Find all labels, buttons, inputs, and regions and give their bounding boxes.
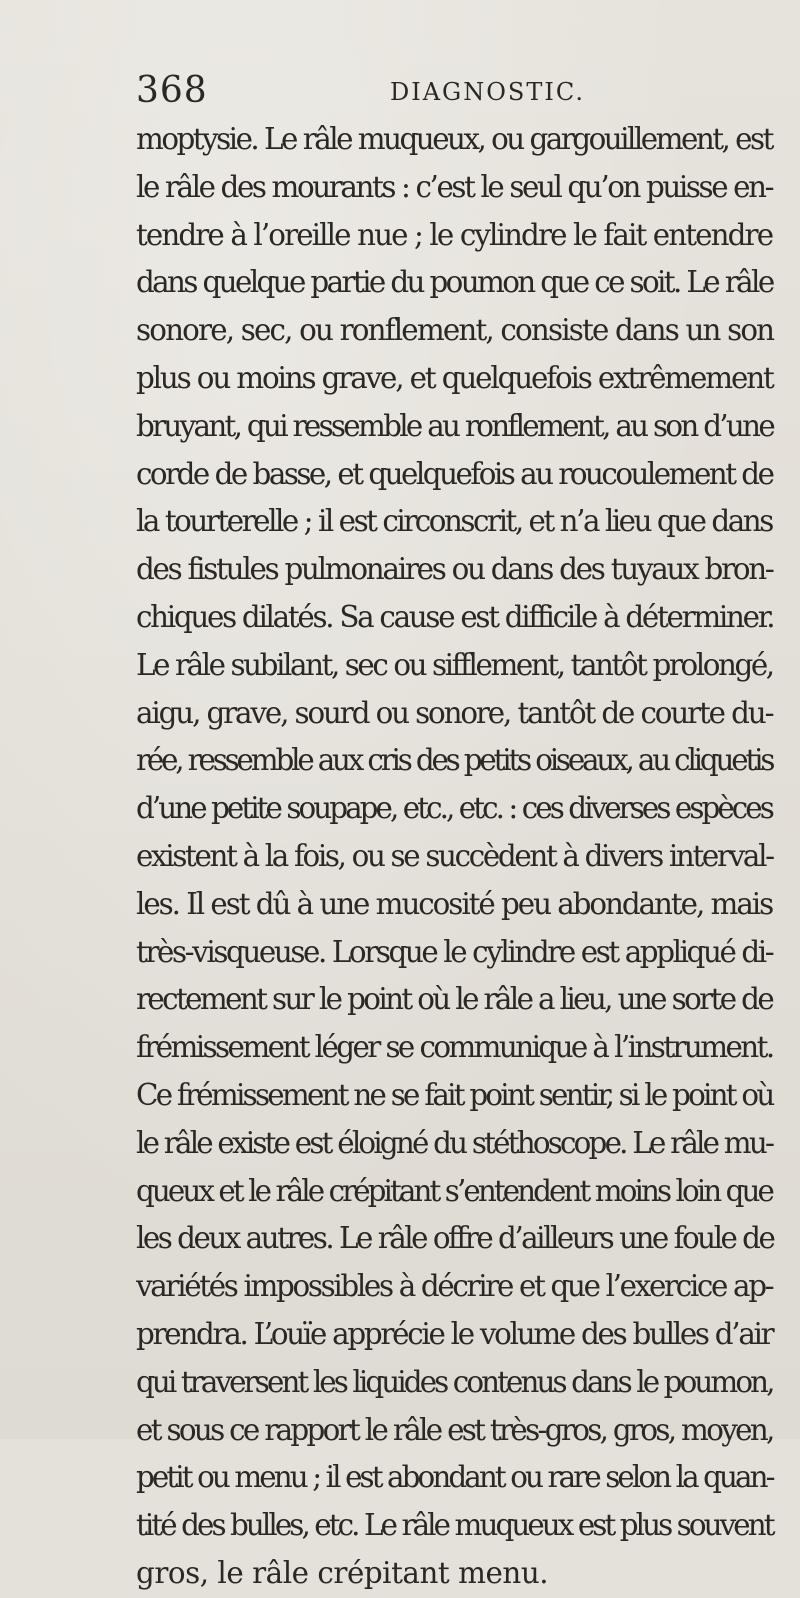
running-title: DIAGNOSTIC. <box>390 78 585 106</box>
text-line: les deux autres. Le râle offre d’ailleurs une foule de <box>136 1221 774 1257</box>
text-line: dans quelque partie du poumon que ce soit. Le râle <box>136 265 773 301</box>
text-line: d’une petite soupape, etc., etc. : ces diverses espèces <box>136 791 772 827</box>
body-text <box>136 116 800 1598</box>
text-line: variétés impossibles à décrire et que l’exercice ap- <box>136 1269 773 1305</box>
text-line: rée, ressemble aux cris des petits oiseaux, au cliquetis <box>136 743 773 779</box>
running-head <box>136 70 756 110</box>
text-line: frémissement léger se communique à l’instrument. <box>136 1030 773 1066</box>
text-line: corde de basse, et quelquefois au roucoulement de <box>136 456 773 492</box>
text-line: petit ou menu ; il est abondant ou rare selon la quan- <box>136 1460 773 1496</box>
text-line: qui traversent les liquides contenus dans le poumon, <box>136 1364 773 1400</box>
text-line: le râle existe est éloigné du stéthoscope. Le râle mu- <box>136 1125 773 1161</box>
text-line: tité des bulles, etc. Le râle muqueux est plus souvent <box>136 1508 773 1544</box>
text-line: le râle des mourants : c’est le seul qu’on puisse en- <box>136 169 773 205</box>
text-line: Le râle subilant, sec ou sifflement, tantôt prolongé, <box>136 647 773 683</box>
text-line: les. Il est dû à une mucosité peu abondante, mais <box>136 886 773 922</box>
text-line: queux et le râle crépitant s’entendent moins loin que <box>136 1173 773 1209</box>
text-line: des fistules pulmonaires ou dans des tuyaux bron- <box>136 552 773 588</box>
text-line: Ce frémissement ne se fait point sentir, si le point où <box>136 1077 773 1113</box>
text-line: moptysie. Le râle muqueux, ou gargouillement, est <box>136 122 772 157</box>
text-line: la tourterelle ; il est circonscrit, et n’a lieu que dans <box>136 504 772 540</box>
text-line: aigu, grave, sourd ou sonore, tantôt de courte du- <box>136 695 773 731</box>
text-line: bruyant, qui ressemble au ronflement, au son d’une <box>136 408 774 444</box>
text-line: sonore, sec, ou ronflement, consiste dans un son <box>136 313 774 349</box>
text-line: tendre à l’oreille nue ; le cylindre le fait entendre <box>136 217 773 253</box>
text-line: chiques dilatés. Sa cause est difficile à déterminer. <box>136 599 774 635</box>
page-number: 368 <box>136 70 208 111</box>
text-line: existent à la fois, ou se succèdent à divers interval- <box>136 838 773 874</box>
text-line: gros, le râle crépitant menu. <box>136 1555 549 1591</box>
text-line: et sous ce rapport le râle est très-gros, gros, moyen, <box>136 1412 773 1448</box>
text-line: très-visqueuse. Lorsque le cylindre est appliqué di- <box>136 934 773 970</box>
text-line: rectement sur le point où le râle a lieu, une sorte de <box>136 982 773 1018</box>
text-line: plus ou moins grave, et quelquefois extrêmement <box>136 360 773 396</box>
text-line: prendra. L’ouïe apprécie le volume des bulles d’air <box>136 1316 773 1352</box>
